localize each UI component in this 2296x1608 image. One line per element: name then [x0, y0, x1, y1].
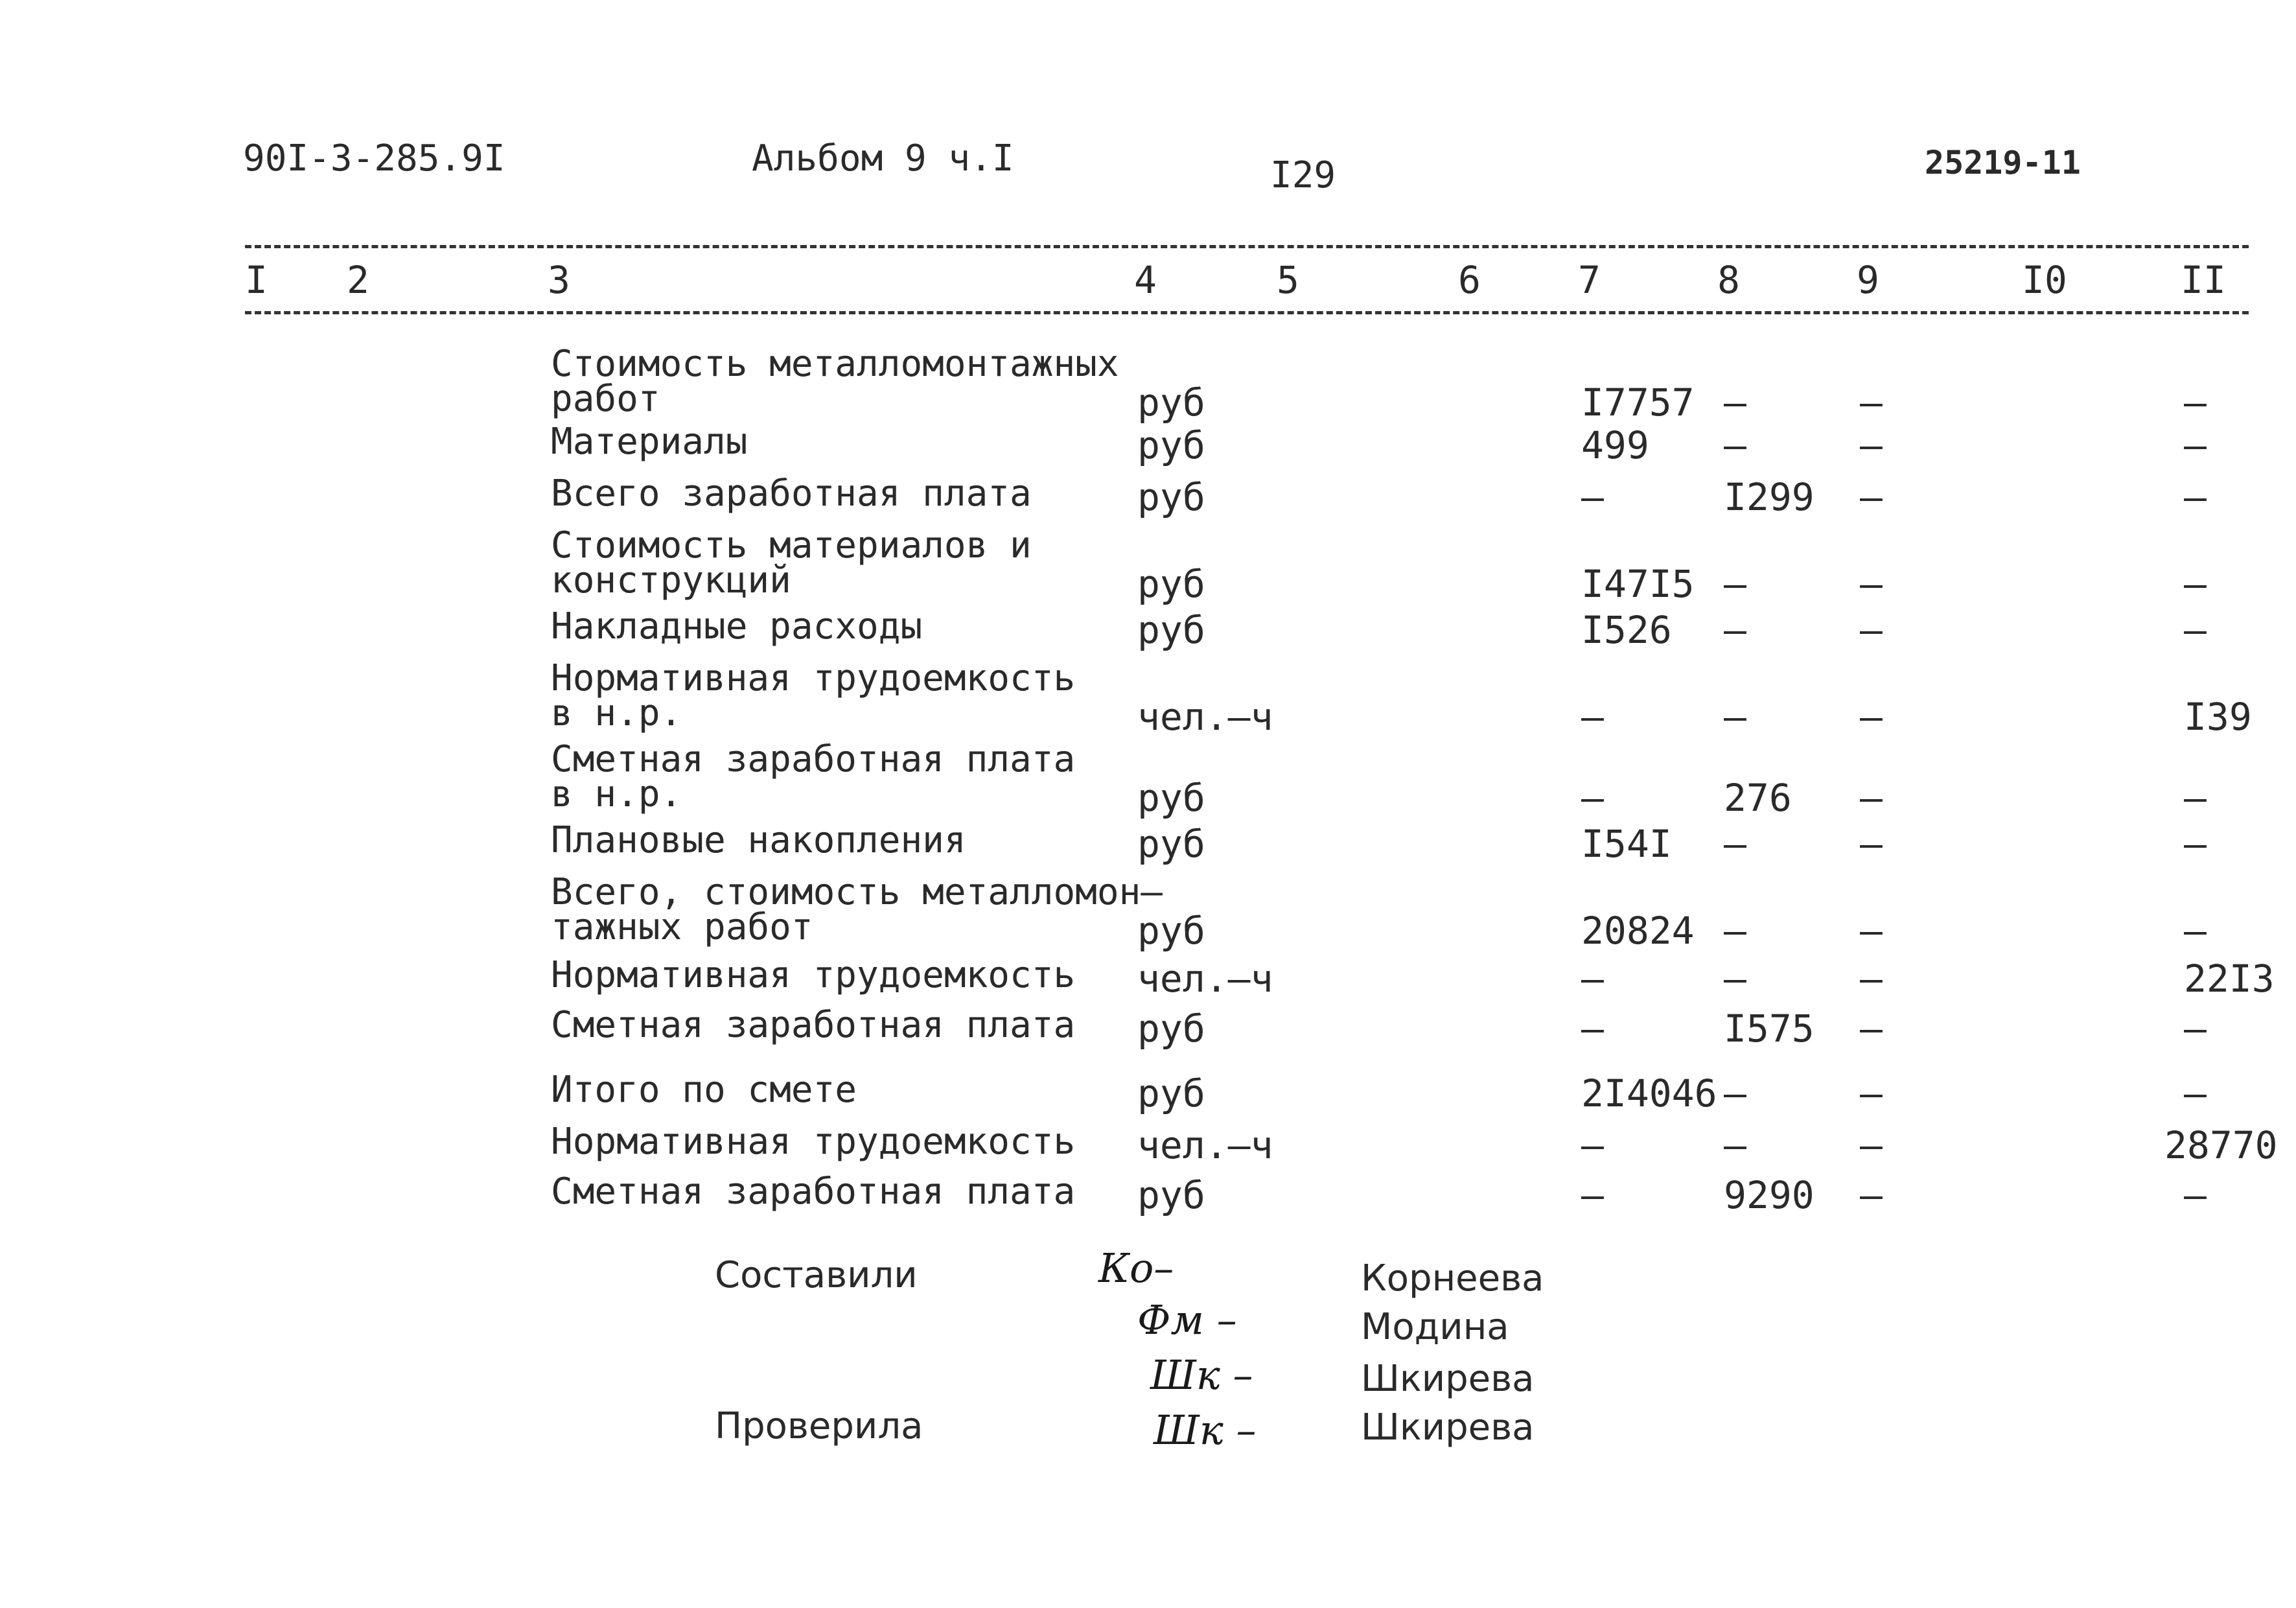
row-col7-value: 20824 — [1581, 909, 1695, 953]
row-col8-value: – — [1724, 608, 1746, 652]
row-description — [551, 1069, 857, 1111]
archive-stamp: 25219-11 — [1925, 144, 2081, 181]
signature-mark: Ко– — [1098, 1244, 1174, 1292]
column-number: II — [2181, 258, 2226, 302]
column-number: I — [245, 258, 268, 302]
compiled-by-label: Составили — [715, 1254, 918, 1296]
row-unit: руб — [1137, 423, 1205, 467]
signer-name: Корнеева — [1361, 1257, 1544, 1299]
row-col7-value: 499 — [1581, 423, 1649, 467]
row-col8-value: – — [1724, 695, 1746, 739]
row-description — [551, 1004, 1076, 1046]
row-col11-value: – — [2184, 380, 2207, 425]
row-description — [551, 871, 1163, 948]
row-unit: руб — [1137, 822, 1205, 866]
row-col8-value: – — [1724, 909, 1746, 953]
row-col8-value: – — [1724, 822, 1746, 866]
signature-mark: Фм – — [1137, 1296, 1237, 1344]
row-col11-value: I39 — [2184, 695, 2252, 739]
row-col8-value: – — [1724, 423, 1746, 467]
row-description-line: Нормативная трудоемкость — [551, 954, 1076, 996]
row-col7-value: I7757 — [1581, 380, 1695, 425]
row-col9-value: – — [1860, 562, 1883, 606]
row-col11-value: 28770 — [2164, 1123, 2278, 1167]
row-description-line: в н.р. — [551, 773, 682, 815]
row-description-line: Сметная заработная плата — [551, 1004, 1076, 1046]
row-col8-value: 276 — [1724, 776, 1792, 820]
row-col7-value: I526 — [1581, 608, 1672, 652]
row-description — [551, 954, 1076, 996]
signature-mark: Шк – — [1154, 1406, 1257, 1454]
row-description — [551, 1121, 1076, 1163]
column-number: 3 — [548, 258, 570, 302]
row-col7-value: 2I4046 — [1581, 1071, 1717, 1115]
row-col7-value: – — [1581, 695, 1604, 739]
column-number: 2 — [347, 258, 369, 302]
signer-name: Шкирева — [1361, 1358, 1535, 1400]
row-col11-value: – — [2184, 776, 2207, 820]
row-description — [551, 738, 1076, 815]
row-description-line: Плановые накопления — [551, 819, 966, 861]
row-col9-value: – — [1860, 380, 1883, 425]
row-col8-value: – — [1724, 957, 1746, 1001]
row-col7-value: – — [1581, 1173, 1604, 1217]
row-col9-value: – — [1860, 1071, 1883, 1115]
row-description-line: работ — [551, 378, 660, 420]
row-description — [551, 605, 923, 647]
page-number: I29 — [1270, 154, 1336, 196]
row-col11-value: 22I3 — [2184, 957, 2275, 1001]
row-col9-value: – — [1860, 1173, 1883, 1217]
row-col11-value: – — [2184, 608, 2207, 652]
row-col9-value: – — [1860, 822, 1883, 866]
row-col8-value: – — [1724, 1071, 1746, 1115]
row-col9-value: – — [1860, 695, 1883, 739]
row-description-line: тажных работ — [551, 906, 813, 948]
row-col9-value: – — [1860, 909, 1883, 953]
row-description — [551, 472, 1032, 515]
column-number: 4 — [1134, 258, 1157, 302]
checked-by-label: Проверила — [715, 1405, 923, 1447]
row-description — [551, 343, 1119, 420]
row-col11-value: – — [2184, 423, 2207, 467]
row-col11-value: – — [2184, 562, 2207, 606]
row-unit: руб — [1137, 1007, 1205, 1051]
row-col11-value: – — [2184, 475, 2207, 519]
row-description-line: Стоимость материалов и — [551, 524, 1032, 566]
row-col7-value: – — [1581, 957, 1604, 1001]
row-col7-value: I47I5 — [1581, 562, 1695, 606]
row-col11-value: – — [2184, 822, 2207, 866]
row-description-line: Сметная заработная плата — [551, 1171, 1076, 1213]
row-description-line: Всего заработная плата — [551, 472, 1032, 515]
row-col8-value: – — [1724, 562, 1746, 606]
row-description-line: Нормативная трудоемкость — [551, 657, 1076, 699]
row-col7-value: – — [1581, 776, 1604, 820]
row-col11-value: – — [2184, 1007, 2207, 1051]
row-col8-value: I575 — [1724, 1007, 1815, 1051]
row-unit: руб — [1137, 608, 1205, 652]
row-unit: чел.–ч — [1137, 695, 1273, 739]
row-description-line: Материалы — [551, 421, 748, 463]
signer-name: Модина — [1361, 1306, 1509, 1348]
row-col11-value: – — [2184, 1071, 2207, 1115]
column-number: I0 — [2022, 258, 2067, 302]
row-col11-value: – — [2184, 1173, 2207, 1217]
row-col9-value: – — [1860, 608, 1883, 652]
row-unit: чел.–ч — [1137, 957, 1273, 1001]
row-description — [551, 421, 748, 463]
row-unit: руб — [1137, 562, 1205, 606]
row-description — [551, 524, 1032, 601]
signature-mark: Шк – — [1150, 1351, 1253, 1399]
column-number: 8 — [1717, 258, 1740, 302]
row-unit: чел.–ч — [1137, 1123, 1273, 1167]
column-number: 9 — [1857, 258, 1879, 302]
row-description-line: конструкций — [551, 559, 791, 601]
row-col7-value: – — [1581, 1123, 1604, 1167]
row-description-line: Сметная заработная плата — [551, 738, 1076, 780]
row-col7-value: – — [1581, 1007, 1604, 1051]
row-col7-value: I54I — [1581, 822, 1672, 866]
row-col9-value: – — [1860, 1007, 1883, 1051]
row-description-line: Всего, стоимость металломон– — [551, 871, 1163, 913]
row-description-line: Накладные расходы — [551, 605, 923, 647]
row-col9-value: – — [1860, 475, 1883, 519]
row-unit: руб — [1137, 475, 1205, 519]
document-code: 90I-3-285.9I — [243, 137, 505, 180]
row-col9-value: – — [1860, 957, 1883, 1001]
row-col8-value: – — [1724, 1123, 1746, 1167]
row-unit: руб — [1137, 909, 1205, 953]
album-label: Альбом 9 ч.I — [752, 137, 1014, 180]
row-col8-value: – — [1724, 380, 1746, 425]
row-description-line: в н.р. — [551, 692, 682, 734]
row-col9-value: – — [1860, 1123, 1883, 1167]
row-col9-value: – — [1860, 423, 1883, 467]
signer-name: Шкирева — [1361, 1406, 1535, 1449]
column-number: 5 — [1277, 258, 1299, 302]
row-unit: руб — [1137, 776, 1205, 820]
row-description-line: Итого по смете — [551, 1069, 857, 1111]
row-description — [551, 1171, 1076, 1213]
column-number: 7 — [1578, 258, 1601, 302]
row-col11-value: – — [2184, 909, 2207, 953]
row-col7-value: – — [1581, 475, 1604, 519]
header-rule-top — [245, 245, 2249, 248]
row-description-line: Нормативная трудоемкость — [551, 1121, 1076, 1163]
column-number: 6 — [1458, 258, 1481, 302]
row-description-line: Стоимость металломонтажных — [551, 343, 1119, 385]
row-description — [551, 657, 1076, 734]
header-rule-bottom — [245, 311, 2249, 314]
row-description — [551, 819, 966, 861]
row-unit: руб — [1137, 1173, 1205, 1217]
row-unit: руб — [1137, 380, 1205, 425]
row-col8-value: I299 — [1724, 475, 1815, 519]
row-col8-value: 9290 — [1724, 1173, 1815, 1217]
row-col9-value: – — [1860, 776, 1883, 820]
row-unit: руб — [1137, 1071, 1205, 1115]
